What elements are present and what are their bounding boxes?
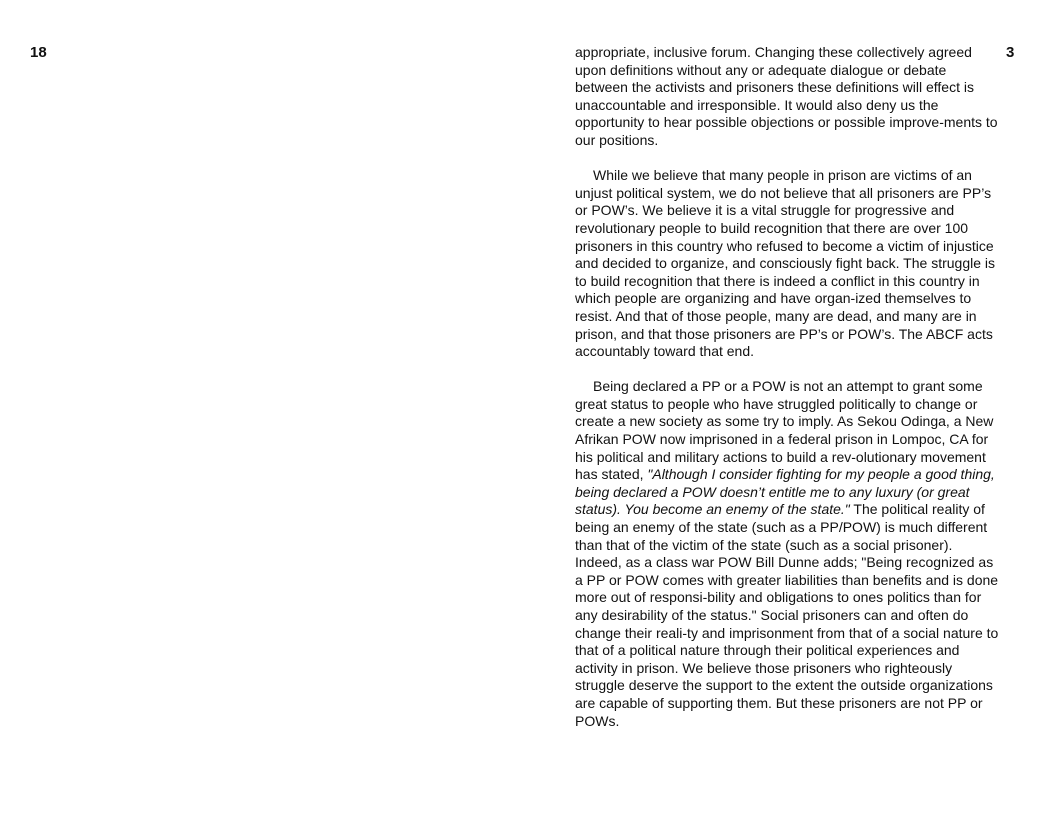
paragraph-forum-definitions: appropriate, inclusive forum. Changing these collectively agreed upon definitions without any or adequate dialogue or debate between the activists and prisoners these definitions will effect is unaccountable and irresponsible. It would also deny us the opportunity to hear possible objections or possible improve-ments to our positions. <box>575 44 998 148</box>
paragraph-text-after-quote: The political reality of being an enemy of the state (such as a PP/POW) is much different than that of the victim of the state (such as a social prisoner). Indeed, as a class war POW Bill Dunne adds; "Being recognized as a PP or POW comes with greater liabilities than benefits and is done more out of responsi-bility and obligations to ones politics than for any desirability of the status." Social prisoners can and often do change their reali-ty and imprisonment from that of a social nature to that of a political nature through their political experiences and activity in prison. We believe those prisoners who righteously struggle deserve the support to the extent the outside organizations are capable of supporting them. But these prisoners are not PP or POWs. <box>575 501 999 729</box>
body-text-column <box>575 44 1001 730</box>
paragraph-text-before-quote: Being declared a PP or a POW is not an attempt to grant some great status to people who have struggled politically to change or create a new society as some try to imply. As Sekou Odinga, a New Afrikan POW now imprisoned in a federal prison in Lompoc, CA for his political and military actions to build a rev-olutionary movement has stated, <box>575 378 994 483</box>
left-page-number: 18 <box>30 44 47 61</box>
paragraph-declared-pp-pow <box>575 378 1001 730</box>
sekou-odinga-quote: "Although I consider fighting for my people a good thing, being declared a POW doesn’t entitle me to any luxury (or great status). You become an enemy of the state." <box>575 466 995 518</box>
paragraph-victims-of-system: While we believe that many people in prison are victims of an unjust political system, we do not believe that all prisoners are PP’s or POW’s. We believe it is a vital struggle for progressive and revolutionary people to build recognition that there are over 100 prisoners in this country who refused to become a victim of injustice and decided to organize, and consciously fight back. The struggle is to build recognition that there is indeed a conflict in this country in which people are organizing and have organ-ized themselves to resist. And that of those people, many are dead, and many are in prison, and that those prisoners are PP’s or POW’s. The ABCF acts accountably toward that end. <box>575 167 995 360</box>
right-page-number: 3 <box>1006 44 1015 61</box>
